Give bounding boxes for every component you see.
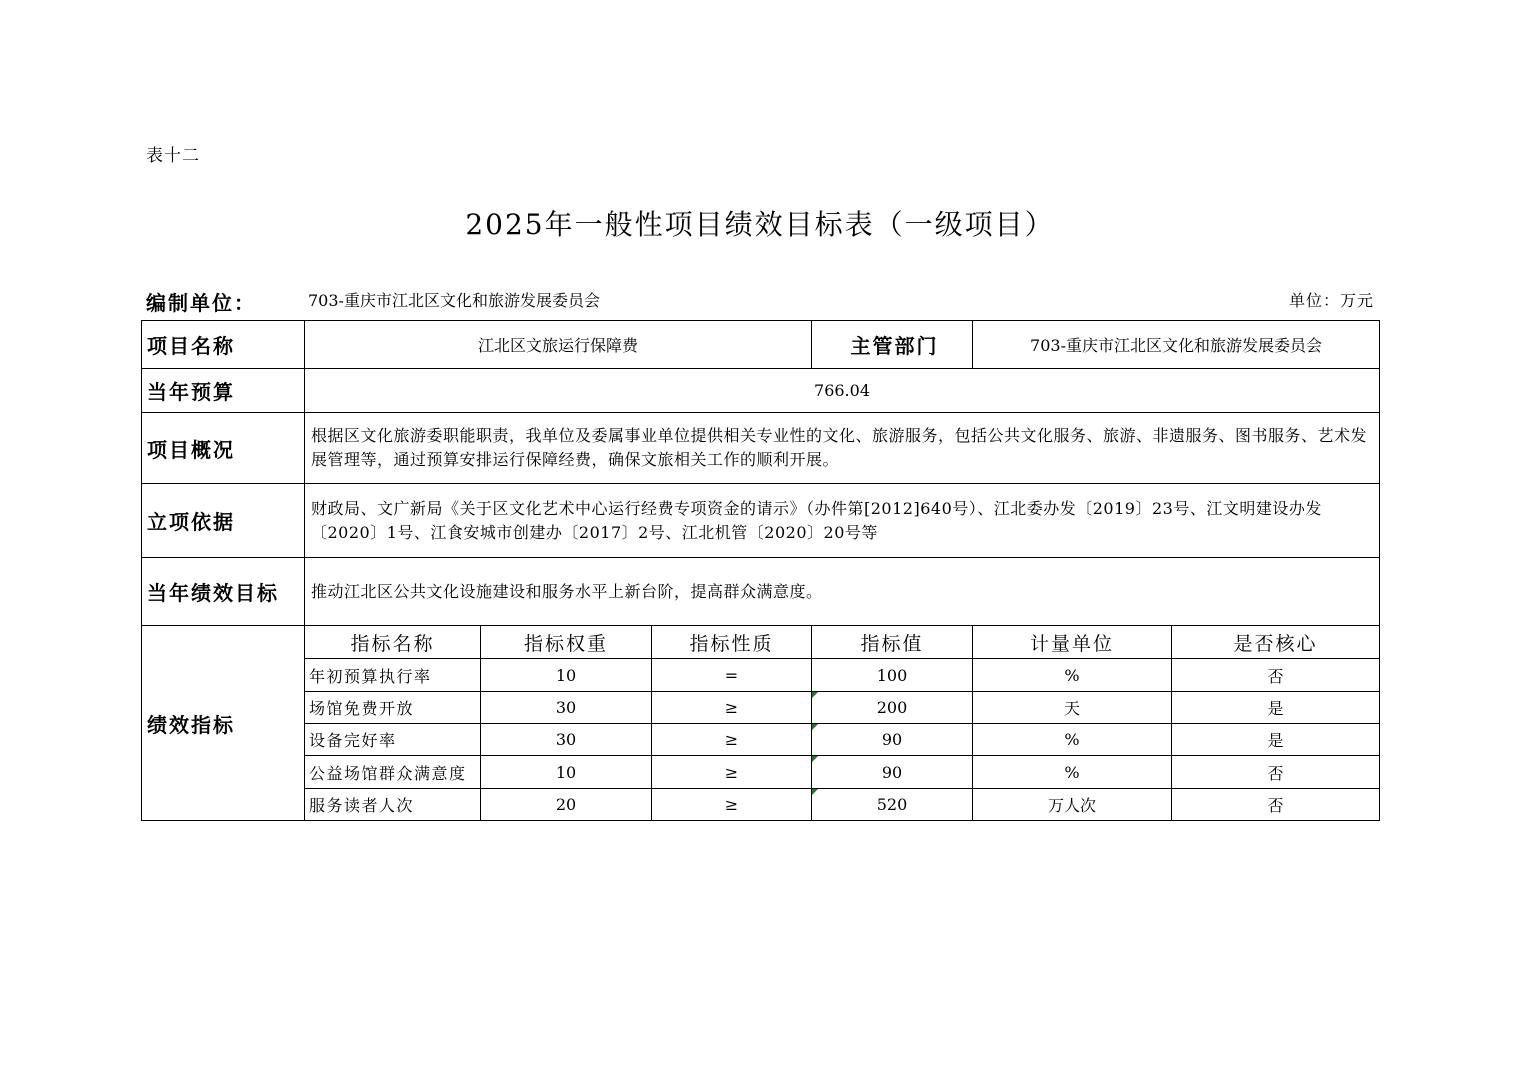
- indicator-nature: ≥: [652, 789, 812, 821]
- goal-value: 推动江北区公共文化设施建设和服务水平上新台阶，提高群众满意度。: [305, 558, 1380, 626]
- table-row: [142, 724, 1380, 756]
- indicator-value: 90: [881, 730, 903, 749]
- cell-marker-icon: [812, 789, 818, 795]
- table-row: [142, 789, 1380, 821]
- indicator-section-label: 绩效指标: [142, 626, 305, 821]
- project-name-label: 项目名称: [142, 321, 305, 369]
- currency-unit: 单位：万元: [1288, 291, 1374, 310]
- header-indicator-nature: 指标性质: [652, 626, 812, 659]
- indicator-unit: 天: [973, 692, 1172, 724]
- dept-label: 主管部门: [812, 321, 973, 369]
- table-label: 表十二: [146, 146, 200, 166]
- indicator-value: 90: [881, 762, 903, 782]
- indicator-name: 设备完好率: [305, 724, 481, 756]
- page-title: 2025年一般性项目绩效目标表（一级项目）: [465, 208, 1055, 241]
- indicator-name: 年初预算执行率: [305, 659, 481, 692]
- indicator-name: 公益场馆群众满意度: [305, 756, 481, 789]
- indicator-value-cell: [812, 692, 973, 724]
- header-indicator-value: 指标值: [812, 626, 973, 659]
- header-indicator-name: 指标名称: [305, 626, 481, 659]
- indicator-nature: ≥: [652, 692, 812, 724]
- indicator-name: 服务读者人次: [305, 789, 481, 821]
- indicator-weight: 20: [481, 789, 652, 821]
- indicator-weight: 30: [481, 692, 652, 724]
- indicator-core: 是: [1172, 692, 1380, 724]
- indicator-value: 200: [876, 698, 908, 717]
- compiling-unit-label: 编制单位：: [146, 291, 256, 315]
- indicator-nature: ≥: [652, 724, 812, 756]
- indicator-unit: 万人次: [973, 789, 1172, 821]
- table-row: [142, 756, 1380, 789]
- indicator-core: 否: [1172, 789, 1380, 821]
- performance-table: [141, 320, 1380, 821]
- indicator-value: 520: [876, 795, 908, 814]
- header-indicator-weight: 指标权重: [481, 626, 652, 659]
- basis-row: [142, 484, 1380, 558]
- table-row: [142, 659, 1380, 692]
- indicator-value-cell: [812, 756, 973, 789]
- indicator-nature: ≥: [652, 756, 812, 789]
- overview-label: 项目概况: [142, 413, 305, 484]
- dept-value: 703-重庆市江北区文化和旅游发展委员会: [973, 321, 1380, 369]
- cell-marker-icon: [812, 724, 818, 730]
- indicator-unit: %: [973, 756, 1172, 789]
- indicator-core: 否: [1172, 756, 1380, 789]
- cell-marker-icon: [812, 692, 818, 698]
- budget-label: 当年预算: [142, 369, 305, 413]
- header-is-core: 是否核心: [1172, 626, 1380, 659]
- indicator-header-row: [142, 626, 1380, 659]
- cell-marker-icon: [812, 756, 818, 762]
- compiling-unit-value: 703-重庆市江北区文化和旅游发展委员会: [308, 291, 600, 310]
- overview-row: [142, 413, 1380, 484]
- project-name-row: [142, 321, 1380, 369]
- project-name-value: 江北区文旅运行保障费: [305, 321, 812, 369]
- goal-row: [142, 558, 1380, 626]
- overview-value: 根据区文化旅游委职能职责，我单位及委属事业单位提供相关专业性的文化、旅游服务，包括公共文化服务、旅游、非遗服务、图书服务、艺术发展管理等，通过预算安排运行保障经费，确保文旅相关工作的顺利开展。: [305, 413, 1380, 484]
- indicator-nature: =: [652, 659, 812, 692]
- goal-label: 当年绩效目标: [142, 558, 305, 626]
- indicator-unit: %: [973, 724, 1172, 756]
- indicator-value-cell: [812, 724, 973, 756]
- basis-label: 立项依据: [142, 484, 305, 558]
- indicator-weight: 10: [481, 659, 652, 692]
- budget-row: [142, 369, 1380, 413]
- indicator-core: 否: [1172, 659, 1380, 692]
- indicator-weight: 10: [481, 756, 652, 789]
- indicator-value: 100: [812, 659, 973, 692]
- indicator-name: 场馆免费开放: [305, 692, 481, 724]
- basis-value: 财政局、文广新局《关于区文化艺术中心运行经费专项资金的请示》（办件第[2012]640号）、江北委办发〔2019〕23号、江文明建设办发〔2020〕1号、江食安城市创建办〔2017〕2号、江北机管〔2020〕20号等: [305, 484, 1380, 558]
- indicator-unit: %: [973, 659, 1172, 692]
- indicator-weight: 30: [481, 724, 652, 756]
- budget-value: 766.04: [305, 369, 1380, 413]
- indicator-core: 是: [1172, 724, 1380, 756]
- indicator-value-cell: [812, 789, 973, 821]
- header-measure-unit: 计量单位: [973, 626, 1172, 659]
- table-row: [142, 692, 1380, 724]
